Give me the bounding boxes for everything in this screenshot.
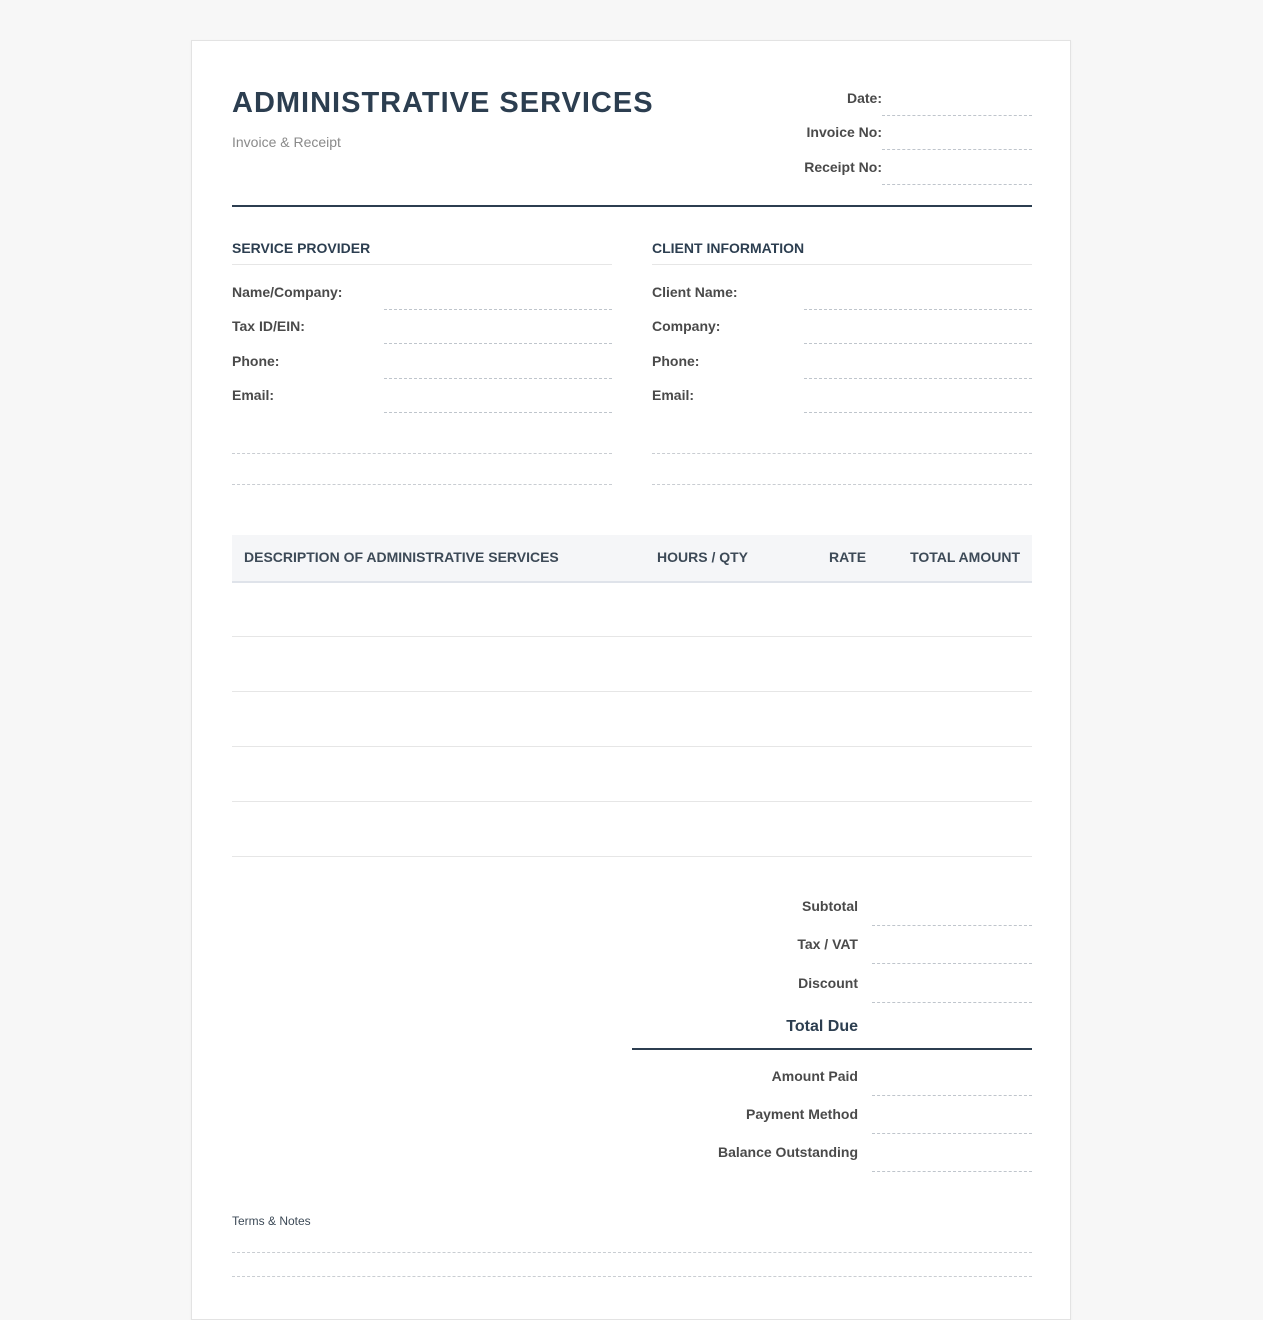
provider-name-label: Name/Company: xyxy=(232,284,343,300)
column-header-description: DESCRIPTION OF ADMINISTRATIVE SERVICES xyxy=(244,549,559,565)
provider-tax-id-label: Tax ID/EIN: xyxy=(232,318,305,334)
provider-email-field[interactable] xyxy=(384,412,612,413)
notes-line[interactable] xyxy=(232,1276,1032,1277)
client-name-label: Client Name: xyxy=(652,284,738,300)
notes-line[interactable] xyxy=(232,1252,1032,1253)
invoice-no-label: Invoice No: xyxy=(806,124,882,140)
discount-field[interactable] xyxy=(872,1002,1032,1003)
subtotal-field[interactable] xyxy=(872,925,1032,926)
header-divider xyxy=(232,205,1032,207)
client-company-label: Company: xyxy=(652,318,721,334)
table-row[interactable] xyxy=(232,746,1032,747)
client-phone-label: Phone: xyxy=(652,353,700,369)
terms-notes-heading: Terms & Notes xyxy=(232,1214,311,1228)
provider-extra-line[interactable] xyxy=(232,484,612,485)
discount-label: Discount xyxy=(798,975,858,991)
receipt-no-label: Receipt No: xyxy=(804,159,882,175)
provider-name-field[interactable] xyxy=(384,309,612,310)
provider-tax-id-field[interactable] xyxy=(384,343,612,344)
receipt-no-field[interactable] xyxy=(882,184,1032,185)
provider-extra-line[interactable] xyxy=(232,453,612,454)
service-provider-heading: SERVICE PROVIDER xyxy=(232,240,371,256)
services-table-header xyxy=(232,535,1032,583)
document-subtitle: Invoice & Receipt xyxy=(232,134,341,150)
client-email-label: Email: xyxy=(652,387,695,403)
total-due-rule xyxy=(632,1048,1032,1050)
tax-vat-label: Tax / VAT xyxy=(797,936,858,952)
table-row[interactable] xyxy=(232,801,1032,802)
date-field[interactable] xyxy=(882,115,1032,116)
section-divider xyxy=(652,264,1032,265)
payment-method-label: Payment Method xyxy=(745,1106,858,1122)
provider-phone-field[interactable] xyxy=(384,378,612,379)
client-email-field[interactable] xyxy=(804,412,1032,413)
invoice-no-field[interactable] xyxy=(882,149,1032,150)
provider-email-label: Email: xyxy=(232,387,275,403)
column-header-total-amount: TOTAL AMOUNT xyxy=(910,549,1020,565)
payment-method-field[interactable] xyxy=(872,1133,1032,1134)
client-extra-line[interactable] xyxy=(652,453,1032,454)
client-company-field[interactable] xyxy=(804,343,1032,344)
total-due-label: Total Due xyxy=(786,1018,858,1035)
invoice-page xyxy=(191,40,1071,1320)
document-title: ADMINISTRATIVE SERVICES xyxy=(232,87,654,119)
client-extra-line[interactable] xyxy=(652,484,1032,485)
column-header-hours-qty: HOURS / QTY xyxy=(657,549,749,565)
date-label: Date: xyxy=(846,90,882,106)
provider-phone-label: Phone: xyxy=(232,353,280,369)
balance-outstanding-field[interactable] xyxy=(872,1171,1032,1172)
table-row[interactable] xyxy=(232,856,1032,857)
client-name-field[interactable] xyxy=(804,309,1032,310)
balance-outstanding-label: Balance Outstanding xyxy=(717,1144,858,1160)
column-header-rate: RATE xyxy=(829,549,867,565)
tax-vat-field[interactable] xyxy=(872,963,1032,964)
table-row[interactable] xyxy=(232,636,1032,637)
amount-paid-label: Amount Paid xyxy=(771,1068,858,1084)
client-phone-field[interactable] xyxy=(804,378,1032,379)
table-row[interactable] xyxy=(232,691,1032,692)
subtotal-label: Subtotal xyxy=(802,898,858,914)
section-divider xyxy=(232,264,612,265)
amount-paid-field[interactable] xyxy=(872,1095,1032,1096)
client-information-heading: CLIENT INFORMATION xyxy=(652,240,805,256)
